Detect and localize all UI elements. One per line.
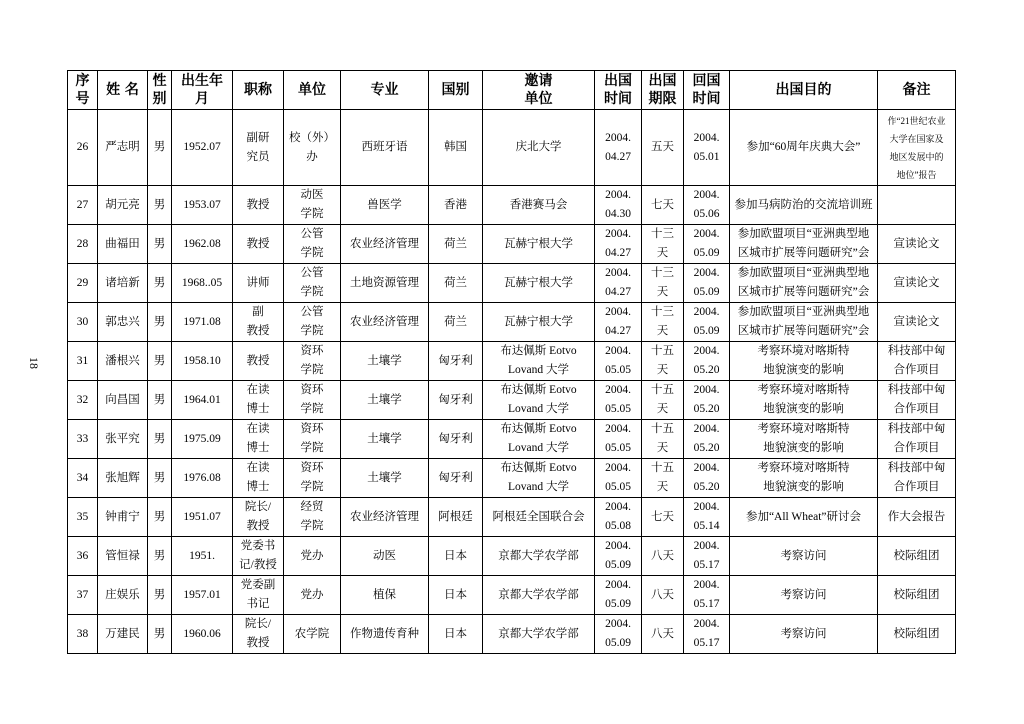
cell-no: 37 bbox=[68, 576, 98, 615]
cell-name: 钟甫宁 bbox=[98, 498, 148, 537]
cell-title: 党委书 记/教授 bbox=[233, 537, 284, 576]
cell-unit: 公管 学院 bbox=[284, 225, 341, 264]
cell-host: 京都大学农学部 bbox=[483, 615, 595, 654]
cell-unit: 党办 bbox=[284, 576, 341, 615]
column-header-purpose: 出国目的 bbox=[730, 71, 878, 110]
cell-country: 匈牙利 bbox=[429, 420, 483, 459]
column-header-name: 姓 名 bbox=[98, 71, 148, 110]
cell-remarks: 校际组团 bbox=[878, 537, 956, 576]
table-row bbox=[68, 264, 956, 303]
cell-gender: 男 bbox=[148, 110, 172, 186]
page-number: 18 bbox=[27, 357, 41, 369]
cell-name: 严志明 bbox=[98, 110, 148, 186]
cell-remarks: 作大会报告 bbox=[878, 498, 956, 537]
cell-purpose: 参加马病防治的交流培训班 bbox=[730, 186, 878, 225]
cell-unit: 动医 学院 bbox=[284, 186, 341, 225]
cell-major: 农业经济管理 bbox=[341, 303, 429, 342]
cell-major: 兽医学 bbox=[341, 186, 429, 225]
cell-unit: 资环 学院 bbox=[284, 381, 341, 420]
cell-country: 韩国 bbox=[429, 110, 483, 186]
cell-gender: 男 bbox=[148, 186, 172, 225]
cell-return: 2004. 05.20 bbox=[684, 420, 730, 459]
cell-name: 张旭辉 bbox=[98, 459, 148, 498]
table-row bbox=[68, 498, 956, 537]
cell-major: 作物遗传育种 bbox=[341, 615, 429, 654]
column-header-return: 回国 时间 bbox=[684, 71, 730, 110]
cell-remarks: 宣读论文 bbox=[878, 264, 956, 303]
cell-no: 28 bbox=[68, 225, 98, 264]
cell-title: 在读 博士 bbox=[233, 381, 284, 420]
cell-gender: 男 bbox=[148, 264, 172, 303]
cell-gender: 男 bbox=[148, 576, 172, 615]
column-header-birth: 出生年 月 bbox=[172, 71, 233, 110]
column-header-remarks: 备注 bbox=[878, 71, 956, 110]
cell-duration: 五天 bbox=[642, 110, 684, 186]
cell-purpose: 考察环境对喀斯特 地貌演变的影响 bbox=[730, 459, 878, 498]
cell-host: 布达佩斯 Eotvo Lovand 大学 bbox=[483, 381, 595, 420]
table-body bbox=[68, 110, 956, 654]
cell-return: 2004. 05.01 bbox=[684, 110, 730, 186]
cell-name: 管恒禄 bbox=[98, 537, 148, 576]
cell-gender: 男 bbox=[148, 498, 172, 537]
column-header-no: 序 号 bbox=[68, 71, 98, 110]
cell-remarks: 作“21世纪农业 大学在国家及 地区发展中的 地位”报告 bbox=[878, 110, 956, 186]
cell-name: 郭忠兴 bbox=[98, 303, 148, 342]
cell-gender: 男 bbox=[148, 420, 172, 459]
cell-title: 在读 博士 bbox=[233, 420, 284, 459]
cell-title: 副研 究员 bbox=[233, 110, 284, 186]
cell-no: 26 bbox=[68, 110, 98, 186]
column-header-host: 邀请 单位 bbox=[483, 71, 595, 110]
cell-duration: 十五 天 bbox=[642, 381, 684, 420]
cell-purpose: 考察访问 bbox=[730, 615, 878, 654]
cell-birth: 1976.08 bbox=[172, 459, 233, 498]
cell-purpose: 参加欧盟项目“亚洲典型地 区城市扩展等问题研究”会 bbox=[730, 303, 878, 342]
cell-title: 教授 bbox=[233, 225, 284, 264]
cell-remarks: 科技部中匈 合作项目 bbox=[878, 420, 956, 459]
table-row bbox=[68, 576, 956, 615]
cell-host: 香港赛马会 bbox=[483, 186, 595, 225]
cell-unit: 党办 bbox=[284, 537, 341, 576]
cell-major: 植保 bbox=[341, 576, 429, 615]
cell-major: 土壤学 bbox=[341, 459, 429, 498]
cell-country: 荷兰 bbox=[429, 303, 483, 342]
cell-remarks bbox=[878, 186, 956, 225]
column-header-major: 专业 bbox=[341, 71, 429, 110]
cell-no: 38 bbox=[68, 615, 98, 654]
cell-gender: 男 bbox=[148, 537, 172, 576]
cell-no: 36 bbox=[68, 537, 98, 576]
cell-birth: 1957.01 bbox=[172, 576, 233, 615]
cell-no: 33 bbox=[68, 420, 98, 459]
cell-depart: 2004. 05.09 bbox=[595, 615, 642, 654]
cell-country: 荷兰 bbox=[429, 225, 483, 264]
cell-birth: 1951.07 bbox=[172, 498, 233, 537]
cell-unit: 资环 学院 bbox=[284, 342, 341, 381]
cell-country: 日本 bbox=[429, 537, 483, 576]
cell-gender: 男 bbox=[148, 225, 172, 264]
cell-return: 2004. 05.06 bbox=[684, 186, 730, 225]
cell-unit: 资环 学院 bbox=[284, 459, 341, 498]
cell-major: 西班牙语 bbox=[341, 110, 429, 186]
cell-birth: 1960.06 bbox=[172, 615, 233, 654]
cell-depart: 2004. 04.27 bbox=[595, 225, 642, 264]
cell-name: 万建民 bbox=[98, 615, 148, 654]
cell-return: 2004. 05.20 bbox=[684, 342, 730, 381]
cell-remarks: 宣读论文 bbox=[878, 303, 956, 342]
cell-major: 农业经济管理 bbox=[341, 225, 429, 264]
cell-return: 2004. 05.17 bbox=[684, 576, 730, 615]
column-header-depart: 出国 时间 bbox=[595, 71, 642, 110]
cell-name: 向昌国 bbox=[98, 381, 148, 420]
cell-no: 31 bbox=[68, 342, 98, 381]
cell-host: 瓦赫宁根大学 bbox=[483, 225, 595, 264]
cell-gender: 男 bbox=[148, 615, 172, 654]
cell-no: 32 bbox=[68, 381, 98, 420]
cell-birth: 1958.10 bbox=[172, 342, 233, 381]
cell-host: 布达佩斯 Eotvo Lovand 大学 bbox=[483, 459, 595, 498]
cell-country: 阿根廷 bbox=[429, 498, 483, 537]
cell-country: 荷兰 bbox=[429, 264, 483, 303]
cell-no: 35 bbox=[68, 498, 98, 537]
cell-unit: 校（外） 办 bbox=[284, 110, 341, 186]
cell-unit: 经贸 学院 bbox=[284, 498, 341, 537]
cell-depart: 2004. 05.05 bbox=[595, 342, 642, 381]
cell-birth: 1971.08 bbox=[172, 303, 233, 342]
table-row bbox=[68, 303, 956, 342]
cell-no: 27 bbox=[68, 186, 98, 225]
cell-country: 日本 bbox=[429, 615, 483, 654]
table-row bbox=[68, 537, 956, 576]
cell-title: 教授 bbox=[233, 342, 284, 381]
cell-birth: 1953.07 bbox=[172, 186, 233, 225]
cell-host: 京都大学农学部 bbox=[483, 576, 595, 615]
column-header-unit: 单位 bbox=[284, 71, 341, 110]
column-header-country: 国别 bbox=[429, 71, 483, 110]
cell-name: 潘根兴 bbox=[98, 342, 148, 381]
cell-major: 土壤学 bbox=[341, 381, 429, 420]
cell-no: 34 bbox=[68, 459, 98, 498]
cell-country: 日本 bbox=[429, 576, 483, 615]
cell-major: 土地资源管理 bbox=[341, 264, 429, 303]
cell-purpose: 考察环境对喀斯特 地貌演变的影响 bbox=[730, 342, 878, 381]
cell-return: 2004. 05.20 bbox=[684, 381, 730, 420]
table-row bbox=[68, 459, 956, 498]
cell-depart: 2004. 04.27 bbox=[595, 303, 642, 342]
column-header-duration: 出国 期限 bbox=[642, 71, 684, 110]
cell-remarks: 校际组团 bbox=[878, 576, 956, 615]
cell-birth: 1951. bbox=[172, 537, 233, 576]
cell-purpose: 考察访问 bbox=[730, 537, 878, 576]
cell-depart: 2004. 05.09 bbox=[595, 576, 642, 615]
cell-no: 30 bbox=[68, 303, 98, 342]
cell-return: 2004. 05.09 bbox=[684, 225, 730, 264]
cell-birth: 1964.01 bbox=[172, 381, 233, 420]
cell-duration: 八天 bbox=[642, 576, 684, 615]
cell-title: 讲师 bbox=[233, 264, 284, 303]
cell-birth: 1952.07 bbox=[172, 110, 233, 186]
cell-remarks: 科技部中匈 合作项目 bbox=[878, 381, 956, 420]
cell-return: 2004. 05.14 bbox=[684, 498, 730, 537]
column-header-title: 职称 bbox=[233, 71, 284, 110]
cell-host: 布达佩斯 Eotvo Lovand 大学 bbox=[483, 342, 595, 381]
cell-duration: 七天 bbox=[642, 186, 684, 225]
cell-country: 匈牙利 bbox=[429, 459, 483, 498]
cell-unit: 资环 学院 bbox=[284, 420, 341, 459]
cell-name: 曲福田 bbox=[98, 225, 148, 264]
cell-host: 京都大学农学部 bbox=[483, 537, 595, 576]
cell-host: 瓦赫宁根大学 bbox=[483, 303, 595, 342]
cell-remarks: 宣读论文 bbox=[878, 225, 956, 264]
cell-major: 土壤学 bbox=[341, 342, 429, 381]
outbound-personnel-table bbox=[67, 70, 956, 654]
cell-duration: 十三 天 bbox=[642, 264, 684, 303]
cell-duration: 八天 bbox=[642, 615, 684, 654]
cell-unit: 公管 学院 bbox=[284, 303, 341, 342]
table-row bbox=[68, 110, 956, 186]
cell-remarks: 科技部中匈 合作项目 bbox=[878, 342, 956, 381]
cell-return: 2004. 05.20 bbox=[684, 459, 730, 498]
table-row bbox=[68, 381, 956, 420]
cell-purpose: 参加“All Wheat”研讨会 bbox=[730, 498, 878, 537]
cell-host: 庆北大学 bbox=[483, 110, 595, 186]
cell-name: 诸培新 bbox=[98, 264, 148, 303]
cell-depart: 2004. 05.05 bbox=[595, 459, 642, 498]
cell-title: 副 教授 bbox=[233, 303, 284, 342]
table-row bbox=[68, 225, 956, 264]
cell-no: 29 bbox=[68, 264, 98, 303]
cell-name: 庄娱乐 bbox=[98, 576, 148, 615]
cell-major: 土壤学 bbox=[341, 420, 429, 459]
cell-title: 在读 博士 bbox=[233, 459, 284, 498]
cell-purpose: 参加欧盟项目“亚洲典型地 区城市扩展等问题研究”会 bbox=[730, 225, 878, 264]
cell-title: 院长/ 教授 bbox=[233, 615, 284, 654]
cell-major: 动医 bbox=[341, 537, 429, 576]
cell-host: 瓦赫宁根大学 bbox=[483, 264, 595, 303]
cell-purpose: 考察环境对喀斯特 地貌演变的影响 bbox=[730, 381, 878, 420]
cell-purpose: 参加欧盟项目“亚洲典型地 区城市扩展等问题研究”会 bbox=[730, 264, 878, 303]
cell-country: 匈牙利 bbox=[429, 381, 483, 420]
cell-duration: 八天 bbox=[642, 537, 684, 576]
cell-duration: 七天 bbox=[642, 498, 684, 537]
cell-depart: 2004. 05.08 bbox=[595, 498, 642, 537]
cell-gender: 男 bbox=[148, 342, 172, 381]
cell-gender: 男 bbox=[148, 303, 172, 342]
cell-country: 匈牙利 bbox=[429, 342, 483, 381]
cell-depart: 2004. 05.05 bbox=[595, 420, 642, 459]
cell-purpose: 参加“60周年庆典大会” bbox=[730, 110, 878, 186]
cell-return: 2004. 05.09 bbox=[684, 303, 730, 342]
cell-purpose: 考察访问 bbox=[730, 576, 878, 615]
cell-major: 农业经济管理 bbox=[341, 498, 429, 537]
cell-duration: 十五 天 bbox=[642, 459, 684, 498]
cell-duration: 十五 天 bbox=[642, 420, 684, 459]
cell-name: 胡元亮 bbox=[98, 186, 148, 225]
cell-country: 香港 bbox=[429, 186, 483, 225]
cell-birth: 1968..05 bbox=[172, 264, 233, 303]
cell-return: 2004. 05.17 bbox=[684, 615, 730, 654]
cell-title: 党委副 书记 bbox=[233, 576, 284, 615]
cell-unit: 农学院 bbox=[284, 615, 341, 654]
cell-depart: 2004. 05.05 bbox=[595, 381, 642, 420]
cell-depart: 2004. 04.30 bbox=[595, 186, 642, 225]
table-row bbox=[68, 342, 956, 381]
column-header-gender: 性 别 bbox=[148, 71, 172, 110]
cell-return: 2004. 05.09 bbox=[684, 264, 730, 303]
cell-duration: 十三 天 bbox=[642, 225, 684, 264]
cell-duration: 十五 天 bbox=[642, 342, 684, 381]
cell-depart: 2004. 05.09 bbox=[595, 537, 642, 576]
table-row bbox=[68, 420, 956, 459]
cell-purpose: 考察环境对喀斯特 地貌演变的影响 bbox=[730, 420, 878, 459]
cell-host: 布达佩斯 Eotvo Lovand 大学 bbox=[483, 420, 595, 459]
cell-remarks: 校际组团 bbox=[878, 615, 956, 654]
cell-gender: 男 bbox=[148, 381, 172, 420]
cell-remarks: 科技部中匈 合作项目 bbox=[878, 459, 956, 498]
cell-title: 教授 bbox=[233, 186, 284, 225]
cell-host: 阿根廷全国联合会 bbox=[483, 498, 595, 537]
cell-birth: 1962.08 bbox=[172, 225, 233, 264]
cell-name: 张平究 bbox=[98, 420, 148, 459]
cell-title: 院长/ 教授 bbox=[233, 498, 284, 537]
table-header bbox=[68, 71, 956, 110]
table-row bbox=[68, 615, 956, 654]
cell-gender: 男 bbox=[148, 459, 172, 498]
cell-return: 2004. 05.17 bbox=[684, 537, 730, 576]
cell-birth: 1975.09 bbox=[172, 420, 233, 459]
cell-depart: 2004. 04.27 bbox=[595, 264, 642, 303]
table-row bbox=[68, 186, 956, 225]
table-header-row bbox=[68, 71, 956, 110]
cell-depart: 2004. 04.27 bbox=[595, 110, 642, 186]
cell-unit: 公管 学院 bbox=[284, 264, 341, 303]
cell-duration: 十三 天 bbox=[642, 303, 684, 342]
